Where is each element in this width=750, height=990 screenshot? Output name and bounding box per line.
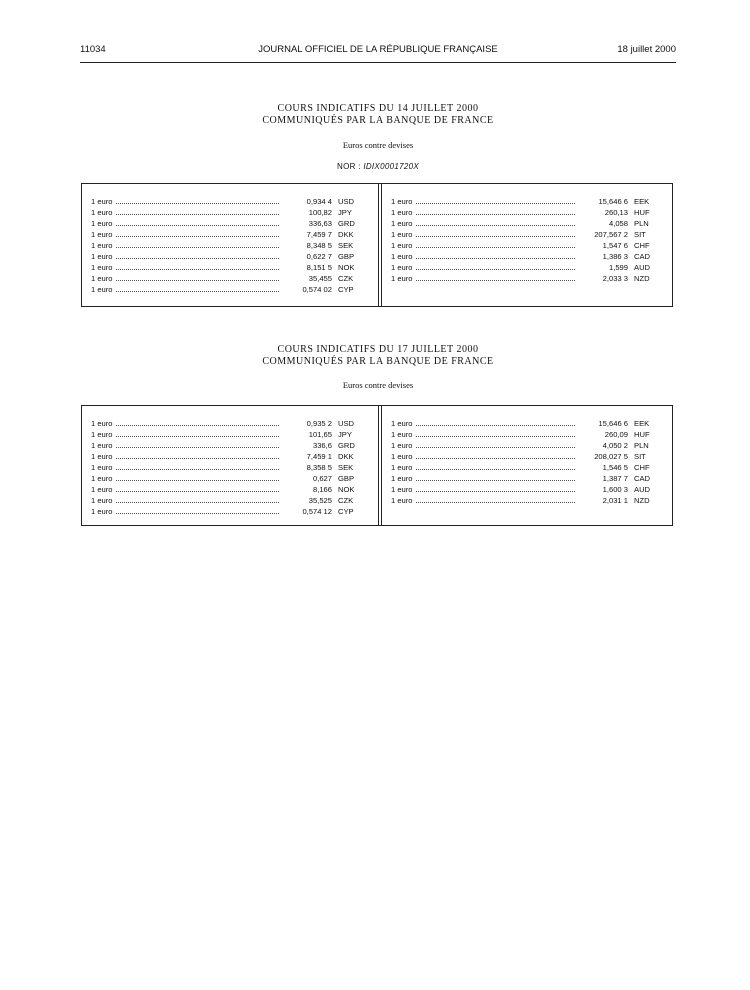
dot-leader <box>116 473 279 481</box>
rate-label: 1 euro <box>391 274 413 283</box>
currency-code: PLN <box>634 441 649 450</box>
dot-leader <box>416 251 575 259</box>
dot-leader <box>416 484 575 492</box>
rates-table-2-right <box>382 406 674 525</box>
nor-reference <box>80 162 676 171</box>
currency-code: HUF <box>634 430 650 439</box>
rate-label: 1 euro <box>91 197 113 206</box>
rate-label: 1 euro <box>91 208 113 217</box>
page-number: 11034 <box>80 44 106 55</box>
rate-row <box>391 451 662 462</box>
rates-table-1 <box>81 183 673 307</box>
rate-row <box>91 240 366 251</box>
section-1-title <box>80 103 676 127</box>
currency-code: HUF <box>634 208 650 217</box>
currency-code: CYP <box>338 507 354 516</box>
rate-row <box>91 473 366 484</box>
rate-label: 1 euro <box>91 474 113 483</box>
currency-code: USD <box>338 419 355 428</box>
rate-label: 1 euro <box>91 430 113 439</box>
rate-value: 1,599 <box>608 263 628 272</box>
dot-leader <box>416 196 575 204</box>
currency-code: JPY <box>338 208 352 217</box>
currency-code: SIT <box>634 230 646 239</box>
rate-row <box>391 429 662 440</box>
rate-row <box>391 218 662 229</box>
dot-leader <box>116 506 279 514</box>
rate-value: 4,058 <box>608 219 628 228</box>
rate-value: 0,627 <box>312 474 332 483</box>
dot-leader <box>416 229 575 237</box>
rate-row <box>91 495 366 506</box>
rate-label: 1 euro <box>391 263 413 272</box>
currency-code: EEK <box>634 419 650 428</box>
rate-value: 8,151 5 <box>306 263 332 272</box>
section-2-title <box>80 344 676 368</box>
rate-value: 2,033 3 <box>602 274 628 283</box>
currency-code: GRD <box>338 441 355 450</box>
rate-value: 1,386 3 <box>602 252 628 261</box>
currency-code: NZD <box>634 496 650 505</box>
currency-code: JPY <box>338 430 352 439</box>
rate-value: 336,63 <box>308 219 332 228</box>
issue-date: 18 juillet 2000 <box>617 44 676 55</box>
rate-value: 2,031 1 <box>602 496 628 505</box>
rate-value: 1,387 7 <box>602 474 628 483</box>
rate-row <box>391 196 662 207</box>
currency-code: CZK <box>338 496 354 505</box>
rate-row <box>91 451 366 462</box>
currency-code: CZK <box>338 274 354 283</box>
rate-row <box>91 251 366 262</box>
dot-leader <box>116 462 279 470</box>
rate-label: 1 euro <box>391 197 413 206</box>
rate-row <box>391 262 662 273</box>
dot-leader <box>416 273 575 281</box>
rate-label: 1 euro <box>91 274 113 283</box>
dot-leader <box>416 207 575 215</box>
rate-label: 1 euro <box>391 485 413 494</box>
rate-value: 35,455 <box>308 274 332 283</box>
currency-code: PLN <box>634 219 649 228</box>
header-rule <box>80 62 676 63</box>
dot-leader <box>116 284 279 292</box>
rate-label: 1 euro <box>391 419 413 428</box>
rate-row <box>391 251 662 262</box>
rate-label: 1 euro <box>91 485 113 494</box>
rate-value: 1,546 5 <box>602 463 628 472</box>
rate-row <box>391 462 662 473</box>
rate-label: 1 euro <box>391 219 413 228</box>
rate-value: 7,459 7 <box>306 230 332 239</box>
currency-code: USD <box>338 197 355 206</box>
rate-label: 1 euro <box>91 285 113 294</box>
dot-leader <box>116 418 279 426</box>
rate-label: 1 euro <box>91 241 113 250</box>
currency-code: CYP <box>338 285 354 294</box>
rate-label: 1 euro <box>91 463 113 472</box>
currency-code: NOK <box>338 485 355 494</box>
rate-value: 101,65 <box>308 430 332 439</box>
currency-code: GRD <box>338 219 355 228</box>
rate-row <box>91 440 366 451</box>
rate-value: 100,82 <box>308 208 332 217</box>
rate-row <box>391 207 662 218</box>
rate-row <box>391 495 662 506</box>
dot-leader <box>416 218 575 226</box>
currency-code: CHF <box>634 241 650 250</box>
section-2-title-line1: COURS INDICATIFS DU 17 JUILLET 2000 <box>277 344 479 355</box>
rate-label: 1 euro <box>391 241 413 250</box>
dot-leader <box>116 262 279 270</box>
rate-value: 260,09 <box>604 430 628 439</box>
currency-code: DKK <box>338 452 354 461</box>
rates-table-2-left <box>82 406 378 525</box>
rate-label: 1 euro <box>391 452 413 461</box>
rate-label: 1 euro <box>91 252 113 261</box>
column-divider <box>378 406 379 525</box>
section-1-title-line1: COURS INDICATIFS DU 14 JUILLET 2000 <box>277 103 479 114</box>
column-divider <box>378 184 379 306</box>
rate-value: 8,358 5 <box>306 463 332 472</box>
rate-label: 1 euro <box>91 496 113 505</box>
dot-leader <box>416 240 575 248</box>
dot-leader <box>116 451 279 459</box>
rate-value: 208,027 5 <box>594 452 628 461</box>
rate-row <box>391 418 662 429</box>
rate-value: 15,646 6 <box>598 419 628 428</box>
rate-value: 1,600 3 <box>602 485 628 494</box>
dot-leader <box>116 440 279 448</box>
dot-leader <box>416 495 575 503</box>
rate-row <box>91 196 366 207</box>
rate-value: 7,459 1 <box>306 452 332 461</box>
rate-label: 1 euro <box>391 230 413 239</box>
currency-code: CAD <box>634 474 651 483</box>
rate-value: 35,525 <box>308 496 332 505</box>
currency-code: NZD <box>634 274 650 283</box>
rate-value: 336,6 <box>312 441 332 450</box>
currency-code: GBP <box>338 474 355 483</box>
rate-row <box>91 484 366 495</box>
dot-leader <box>116 495 279 503</box>
rates-table-2 <box>81 405 673 526</box>
dot-leader <box>416 262 575 270</box>
rate-label: 1 euro <box>391 496 413 505</box>
rate-label: 1 euro <box>91 230 113 239</box>
rate-row <box>391 229 662 240</box>
rate-row <box>91 506 366 517</box>
dot-leader <box>116 207 279 215</box>
dot-leader <box>116 196 279 204</box>
currency-code: AUD <box>634 485 651 494</box>
dot-leader <box>416 451 575 459</box>
currency-code: DKK <box>338 230 354 239</box>
rate-row <box>91 262 366 273</box>
currency-code: NOK <box>338 263 355 272</box>
rate-row <box>91 229 366 240</box>
currency-code: EEK <box>634 197 650 206</box>
rate-value: 207,567 2 <box>594 230 628 239</box>
rate-row <box>391 484 662 495</box>
section-1-subtitle: Euros contre devises <box>342 140 414 150</box>
section-1-title-line2: COMMUNIQUÉS PAR LA BANQUE DE FRANCE <box>262 115 494 126</box>
dot-leader <box>116 484 279 492</box>
rate-value: 8,348 5 <box>306 241 332 250</box>
currency-code: SIT <box>634 452 646 461</box>
currency-code: SEK <box>338 463 354 472</box>
rate-row <box>91 284 366 295</box>
rate-value: 0,574 02 <box>302 285 332 294</box>
dot-leader <box>116 218 279 226</box>
rate-row <box>91 273 366 284</box>
nor-label: NOR : <box>337 162 361 171</box>
rate-value: 0,934 4 <box>306 197 332 206</box>
currency-code: SEK <box>338 241 354 250</box>
rate-value: 4,050 2 <box>602 441 628 450</box>
rate-label: 1 euro <box>391 463 413 472</box>
dot-leader <box>116 229 279 237</box>
section-2-subtitle: Euros contre devises <box>342 380 414 390</box>
rate-row <box>391 273 662 284</box>
currency-code: CHF <box>634 463 650 472</box>
rate-value: 15,646 6 <box>598 197 628 206</box>
rate-row <box>391 473 662 484</box>
rate-label: 1 euro <box>391 430 413 439</box>
rate-value: 8,166 <box>312 485 332 494</box>
dot-leader <box>116 273 279 281</box>
dot-leader <box>416 462 575 470</box>
rates-table-1-left <box>82 184 378 306</box>
dot-leader <box>416 418 575 426</box>
section-2-title-line2: COMMUNIQUÉS PAR LA BANQUE DE FRANCE <box>262 356 494 367</box>
rate-value: 0,574 12 <box>302 507 332 516</box>
journal-title: JOURNAL OFFICIEL DE LA RÉPUBLIQUE FRANÇAISE <box>258 44 498 55</box>
rate-label: 1 euro <box>391 252 413 261</box>
dot-leader <box>116 240 279 248</box>
currency-code: AUD <box>634 263 651 272</box>
page-header <box>80 44 676 58</box>
rates-table-1-right <box>382 184 674 306</box>
rate-label: 1 euro <box>391 474 413 483</box>
rate-label: 1 euro <box>91 507 113 516</box>
currency-code: GBP <box>338 252 355 261</box>
rate-label: 1 euro <box>91 219 113 228</box>
dot-leader <box>116 429 279 437</box>
dot-leader <box>416 440 575 448</box>
rate-value: 0,935 2 <box>306 419 332 428</box>
currency-code: CAD <box>634 252 651 261</box>
rate-row <box>91 218 366 229</box>
rate-row <box>391 240 662 251</box>
rate-row <box>91 462 366 473</box>
rate-label: 1 euro <box>391 441 413 450</box>
rate-label: 1 euro <box>91 452 113 461</box>
rate-row <box>91 429 366 440</box>
dot-leader <box>116 251 279 259</box>
rate-value: 0,622 7 <box>306 252 332 261</box>
dot-leader <box>416 429 575 437</box>
rate-label: 1 euro <box>91 263 113 272</box>
rate-label: 1 euro <box>91 419 113 428</box>
rate-value: 1,547 6 <box>602 241 628 250</box>
rate-label: 1 euro <box>91 441 113 450</box>
rate-label: 1 euro <box>391 208 413 217</box>
rate-row <box>91 418 366 429</box>
nor-code: IDIX0001720X <box>363 162 419 171</box>
rate-row <box>91 207 366 218</box>
rate-row <box>391 440 662 451</box>
dot-leader <box>416 473 575 481</box>
rate-value: 260,13 <box>604 208 628 217</box>
